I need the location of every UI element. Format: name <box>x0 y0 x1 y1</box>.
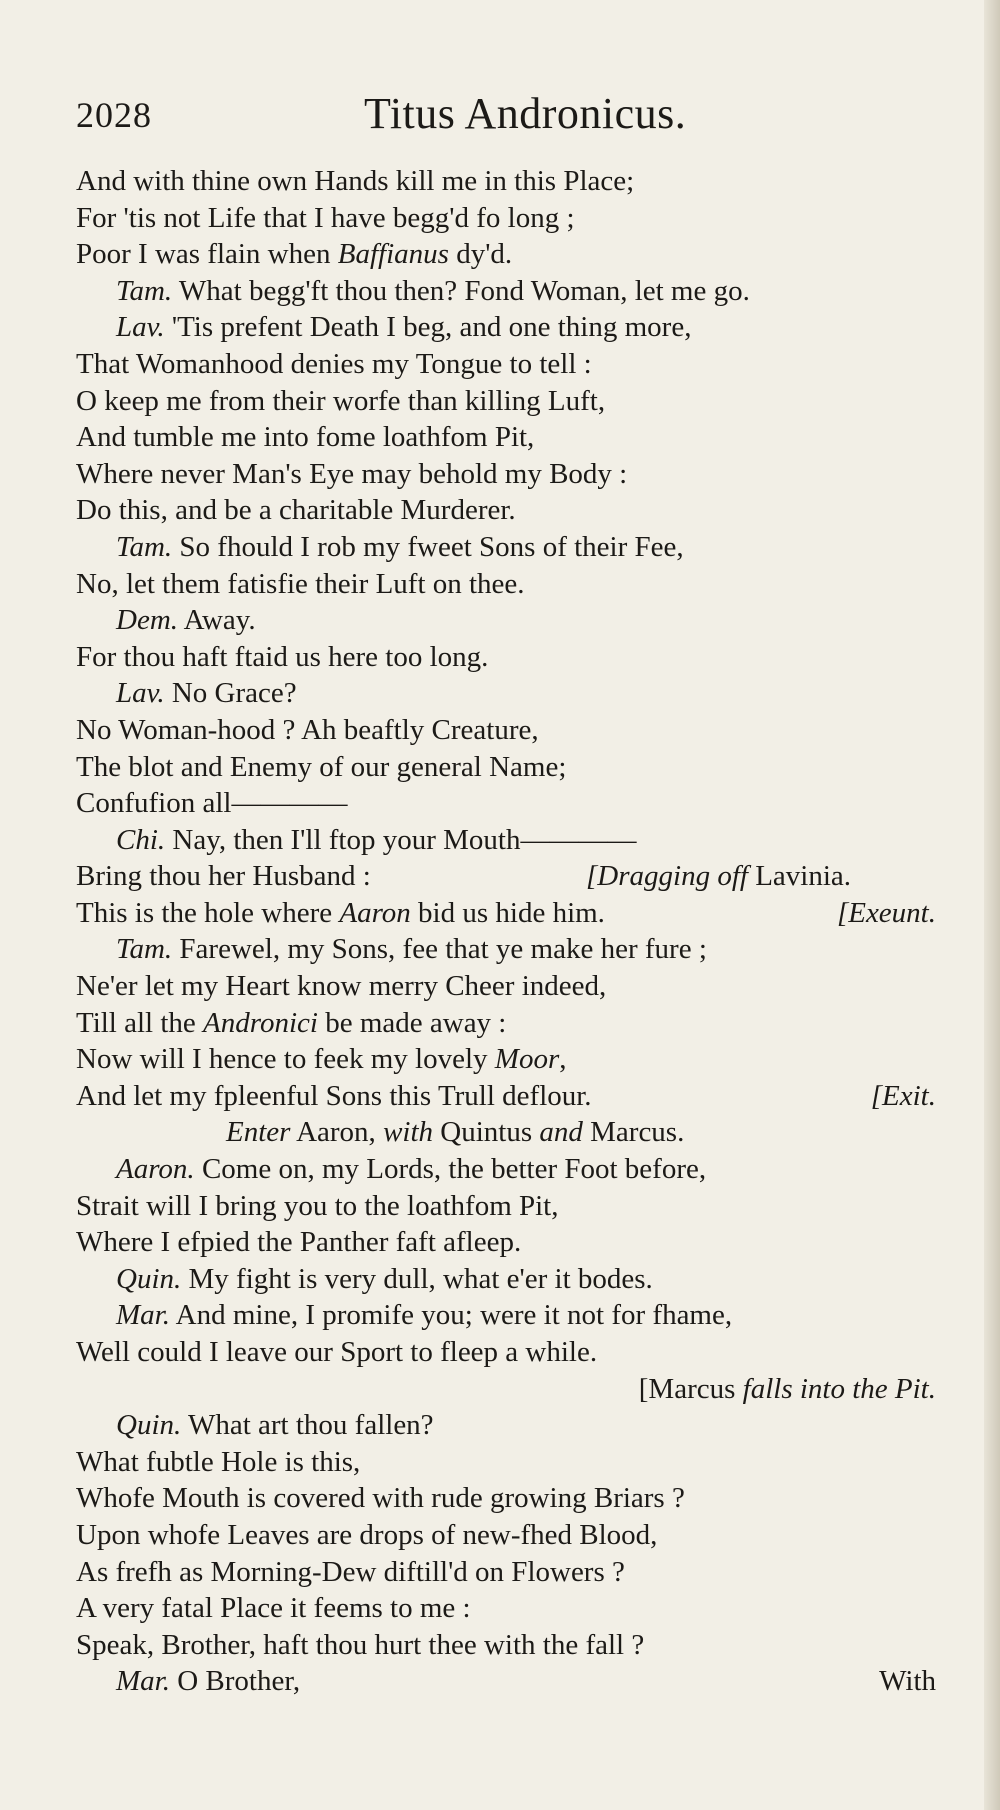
line-text: Bring thou her Husband : <box>76 860 371 893</box>
stage-direction-italic: and <box>539 1116 583 1149</box>
line-text: No Grace? <box>164 677 297 710</box>
stage-direction-italic: [Exeunt. <box>836 896 936 929</box>
text-line <box>76 566 936 603</box>
text-line <box>76 1480 936 1517</box>
text-line <box>76 456 936 493</box>
stage-direction-italic: falls into the Pit. <box>742 1372 936 1405</box>
italic-name: Moor <box>494 1043 560 1076</box>
speaker-name: Tam. <box>116 933 173 966</box>
line-text: Poor I was flain when <box>76 238 338 271</box>
speaker-name: Mar. <box>116 1665 170 1698</box>
stage-direction-text: [Marcus <box>638 1372 743 1405</box>
running-title: Titus Andronicus. <box>364 89 687 138</box>
text-line <box>76 273 936 310</box>
text-line <box>76 1590 936 1627</box>
text-line <box>76 895 936 932</box>
text-line <box>76 785 936 822</box>
line-text: And tumble me into fome loathfom Pit, <box>76 421 535 454</box>
stage-direction-italic: [Dragging off <box>586 860 748 893</box>
text-line <box>76 200 936 237</box>
italic-name: Andronici <box>203 1006 318 1039</box>
line-text: Well could I leave our Sport to fleep a while. <box>76 1336 598 1368</box>
text-line <box>76 1224 936 1261</box>
line-text: What fubtle Hole is this, <box>76 1445 361 1478</box>
text-line <box>76 529 936 566</box>
line-text: That Womanhood denies my Tongue to tell : <box>76 347 592 380</box>
text-line <box>76 1663 936 1700</box>
text-line <box>76 1407 936 1444</box>
text-line <box>76 236 936 273</box>
line-text: Nay, then I'll ftop your Mouth———— <box>165 823 637 856</box>
line-text: For 'tis not Life that I have begg'd fo long ; <box>76 201 575 234</box>
text-line <box>76 968 936 1005</box>
line-text: O Brother, <box>169 1665 301 1698</box>
text-line <box>76 1297 936 1334</box>
speaker-name: Tam. <box>116 274 173 307</box>
line-text: Come on, my Lords, the better Foot before, <box>194 1153 707 1186</box>
text-line <box>76 675 936 712</box>
text-line <box>76 639 936 676</box>
line-text: And with thine own Hands kill me in this Place; <box>76 165 635 197</box>
italic-name: Baffianus <box>337 238 449 271</box>
text-line <box>76 1334 936 1371</box>
stage-direction <box>639 1371 936 1408</box>
speaker-name: Quin. <box>116 1262 182 1295</box>
line-text: Upon whofe Leaves are drops of new-fhed Blood, <box>76 1518 658 1551</box>
line-text: Strait will I bring you to the loathfom Pit, <box>76 1189 559 1222</box>
line-text: Ne'er let my Heart know merry Cheer indeed, <box>76 970 607 1003</box>
speaker-name: Tam. <box>116 530 173 563</box>
speaker-name: Aaron. <box>116 1153 195 1186</box>
line-text: 'Tis prefent Death I beg, and one thing more, <box>164 311 692 344</box>
speaker-name: Chi. <box>116 823 166 856</box>
line-text: Now will I hence to feek my lovely <box>76 1043 495 1076</box>
stage-direction-text: Quintus <box>433 1116 540 1149</box>
italic-name: Aaron <box>339 896 411 929</box>
line-text: For thou haft ftaid us here too long. <box>76 640 489 673</box>
line-text: dy'd. <box>448 238 513 271</box>
line-text: My fight is very dull, what e'er it bodes. <box>181 1262 653 1295</box>
page-edge <box>984 0 1000 1810</box>
text-line <box>76 1517 936 1554</box>
catchword: With <box>879 1665 936 1698</box>
stage-direction-italic: [Exit. <box>870 1079 936 1112</box>
text-line <box>76 1151 936 1188</box>
text-line <box>76 419 936 456</box>
line-text: No Woman-hood ? Ah beaftly Creature, <box>76 713 539 746</box>
speaker-name: Lav. <box>116 311 165 344</box>
text-line <box>76 749 936 786</box>
text-line <box>76 822 936 859</box>
text-line <box>76 931 936 968</box>
text-line <box>76 309 936 346</box>
line-text: Confufion all———— <box>76 787 348 820</box>
stage-direction <box>871 1078 936 1115</box>
speaker-name: Mar. <box>116 1299 170 1332</box>
stage-direction-italic: Enter <box>226 1116 291 1149</box>
text-line <box>76 163 936 200</box>
line-text: This is the hole where <box>76 896 340 929</box>
line-text: Speak, Brother, haft thou hurt thee with the fall ? <box>76 1628 645 1661</box>
speaker-name: Lav. <box>116 677 165 710</box>
stage-direction-italic: with <box>383 1116 434 1149</box>
line-text: So fhould I rob my fweet Sons of their Fee, <box>172 530 684 563</box>
line-text: What art thou fallen? <box>181 1409 434 1442</box>
text-line <box>76 383 936 420</box>
text-line <box>76 1261 936 1298</box>
line-text: What begg'ft thou then? Fond Woman, let me go. <box>172 274 750 307</box>
stage-direction <box>586 858 851 895</box>
line-text: O keep me from their worfe than killing Luft, <box>76 384 606 417</box>
stage-direction <box>837 895 936 932</box>
text-line <box>76 712 936 749</box>
line-text: The blot and Enemy of our general Name; <box>76 750 567 783</box>
speaker-name: Quin. <box>116 1409 182 1442</box>
speaker-name: Dem. <box>116 604 179 637</box>
line-text: Farewel, my Sons, fee that ye make her fure ; <box>172 933 707 966</box>
text-line <box>76 1114 936 1151</box>
stage-direction-text: Aaron, <box>290 1116 384 1149</box>
stage-direction-text: Marcus. <box>582 1116 685 1149</box>
text-line <box>76 1444 936 1481</box>
line-text: , <box>559 1043 567 1076</box>
text-line <box>76 1078 936 1115</box>
line-text: bid us hide him. <box>410 896 605 929</box>
text-line <box>76 1005 936 1042</box>
play-text <box>76 163 936 1700</box>
line-text: Do this, and be a charitable Murderer. <box>76 494 516 527</box>
text-line <box>76 1041 936 1078</box>
line-text: And let my fpleenful Sons this Trull deflour. <box>76 1079 592 1112</box>
line-text: Where never Man's Eye may behold my Body : <box>76 457 628 490</box>
text-line <box>76 602 936 639</box>
text-line <box>76 492 936 529</box>
page-number: 2028 <box>76 95 152 135</box>
line-text: No, let them fatisfie their Luft on thee. <box>76 567 525 600</box>
line-text: As frefh as Morning-Dew diftill'd on Flowers ? <box>76 1555 625 1588</box>
text-line <box>76 858 936 895</box>
text-line <box>76 346 936 383</box>
text-line <box>76 1627 936 1664</box>
stage-direction-text: Lavinia. <box>747 860 852 893</box>
line-text: Away. <box>178 604 256 637</box>
line-text: A very fatal Place it feems to me : <box>76 1592 471 1625</box>
text-line <box>76 1188 936 1225</box>
page-header <box>76 88 936 144</box>
line-text: Where I efpied the Panther faft afleep. <box>76 1226 522 1259</box>
text-line <box>76 1371 936 1408</box>
line-text: And mine, I promife you; were it not for fhame, <box>169 1299 733 1332</box>
line-text: Till all the <box>76 1006 204 1039</box>
line-text: be made away : <box>317 1006 507 1039</box>
line-text: Whofe Mouth is covered with rude growing Briars ? <box>76 1482 685 1515</box>
text-line <box>76 1554 936 1591</box>
